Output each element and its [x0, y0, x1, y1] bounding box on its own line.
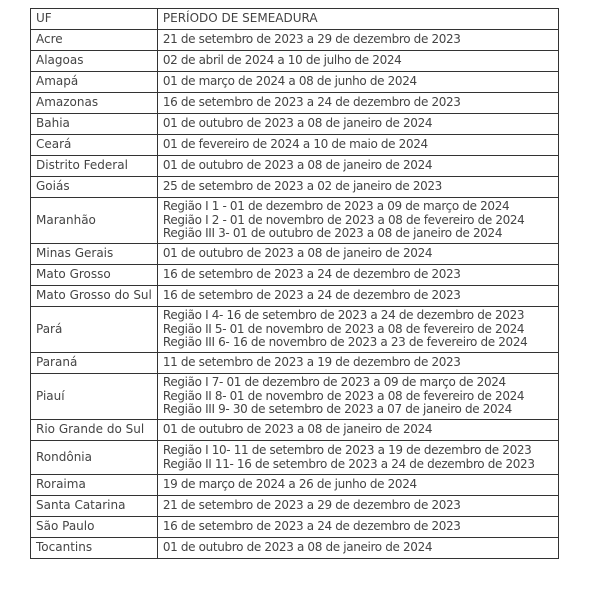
- table-body: [31, 9, 559, 559]
- periodo-line: 01 de outubro de 2023 a 08 de janeiro de 2024: [162, 158, 433, 173]
- table-row: [31, 286, 559, 307]
- table-row: [31, 496, 559, 517]
- periodo-line: 16 de setembro de 2023 a 24 de dezembro de 2023: [162, 95, 461, 110]
- periodo-cell: [157, 538, 558, 559]
- table-row: [31, 265, 559, 286]
- periodo-cell: [157, 177, 558, 198]
- uf-cell: Roraima: [31, 475, 158, 496]
- periodo-line: Região I 4- 16 de setembro de 2023 a 24 de dezembro de 2023: [162, 308, 525, 323]
- periodo-cell: [157, 30, 558, 51]
- periodo-cell: [157, 441, 558, 475]
- periodo-cell: [157, 286, 558, 307]
- uf-cell: Bahia: [31, 114, 158, 135]
- header-uf: UF: [31, 9, 158, 30]
- periodo-cell: [157, 244, 558, 265]
- uf-cell: Minas Gerais: [31, 244, 158, 265]
- periodo-cell: [157, 496, 558, 517]
- table-header-row: [31, 9, 559, 30]
- periodo-cell: [157, 265, 558, 286]
- table-row: [31, 441, 559, 475]
- table-row: [31, 135, 559, 156]
- periodo-line: 11 de setembro de 2023 a 19 de dezembro de 2023: [162, 355, 461, 370]
- uf-cell: Pará: [31, 307, 158, 353]
- uf-cell: Distrito Federal: [31, 156, 158, 177]
- periodo-line: 01 de fevereiro de 2024 a 10 de maio de 2024: [162, 137, 428, 152]
- periodo-cell: [157, 198, 558, 244]
- uf-cell: Santa Catarina: [31, 496, 158, 517]
- periodo-cell: [157, 114, 558, 135]
- uf-cell: Rio Grande do Sul: [31, 420, 158, 441]
- uf-cell: Acre: [31, 30, 158, 51]
- table-row: [31, 420, 559, 441]
- uf-cell: Goiás: [31, 177, 158, 198]
- table-row: [31, 353, 559, 374]
- periodo-line: Região III 3- 01 de outubro de 2023 a 08 de janeiro de 2024: [162, 226, 503, 241]
- periodo-cell: [157, 135, 558, 156]
- uf-cell: São Paulo: [31, 517, 158, 538]
- table-row: [31, 114, 559, 135]
- periodo-cell: [157, 517, 558, 538]
- periodo-line: 19 de março de 2024 a 26 de junho de 2024: [162, 477, 417, 492]
- periodo-cell: [157, 420, 558, 441]
- table-row: [31, 156, 559, 177]
- periodo-cell: [157, 353, 558, 374]
- uf-cell: Mato Grosso: [31, 265, 158, 286]
- uf-cell: Amazonas: [31, 93, 158, 114]
- periodo-line: 01 de outubro de 2023 a 08 de janeiro de 2024: [162, 540, 433, 555]
- table-row: [31, 51, 559, 72]
- table-row: [31, 93, 559, 114]
- periodo-line: Região II 11- 16 de setembro de 2023 a 24 de dezembro de 2023: [162, 456, 535, 471]
- table-row: [31, 244, 559, 265]
- periodo-cell: [157, 72, 558, 93]
- periodo-line: 21 de setembro de 2023 a 29 de dezembro de 2023: [162, 32, 461, 47]
- periodo-line: Região III 9- 30 de setembro de 2023 a 07 de janeiro de 2024: [162, 402, 512, 417]
- table-row: [31, 177, 559, 198]
- table-row: [31, 374, 559, 420]
- periodo-line: Região II 8- 01 de novembro de 2023 a 08 de fevereiro de 2024: [162, 388, 525, 403]
- header-periodo: PERÍODO DE SEMEADURA: [157, 9, 558, 30]
- periodo-line: Região III 6- 16 de novembro de 2023 a 23 de fevereiro de 2024: [162, 335, 528, 350]
- periodo-line: 16 de setembro de 2023 a 24 de dezembro de 2023: [162, 288, 461, 303]
- table-row: [31, 475, 559, 496]
- sowing-period-table: [30, 8, 559, 559]
- uf-cell: Piauí: [31, 374, 158, 420]
- periodo-cell: [157, 156, 558, 177]
- uf-cell: Tocantins: [31, 538, 158, 559]
- uf-cell: Rondônia: [31, 441, 158, 475]
- periodo-line: Região I 10- 11 de setembro de 2023 a 19 de dezembro de 2023: [162, 443, 532, 457]
- uf-cell: Ceará: [31, 135, 158, 156]
- periodo-line: 16 de setembro de 2023 a 24 de dezembro de 2023: [162, 519, 461, 534]
- table-row: [31, 307, 559, 353]
- periodo-line: Região II 5- 01 de novembro de 2023 a 08 de fevereiro de 2024: [162, 321, 525, 336]
- table-row: [31, 198, 559, 244]
- table-row: [31, 517, 559, 538]
- table-row: [31, 30, 559, 51]
- periodo-line: 21 de setembro de 2023 a 29 de dezembro de 2023: [162, 498, 461, 513]
- table-row: [31, 538, 559, 559]
- periodo-line: 01 de março de 2024 a 08 de junho de 2024: [162, 74, 417, 89]
- periodo-line: 01 de outubro de 2023 a 08 de janeiro de 2024: [162, 422, 433, 437]
- uf-cell: Amapá: [31, 72, 158, 93]
- periodo-cell: [157, 51, 558, 72]
- table-row: [31, 72, 559, 93]
- uf-cell: Alagoas: [31, 51, 158, 72]
- periodo-line: 25 de setembro de 2023 a 02 de janeiro de 2023: [162, 179, 442, 194]
- periodo-line: 16 de setembro de 2023 a 24 de dezembro de 2023: [162, 267, 461, 282]
- periodo-line: Região I 1 - 01 de dezembro de 2023 a 09 de março de 2024: [162, 199, 510, 214]
- uf-cell: Paraná: [31, 353, 158, 374]
- periodo-cell: [157, 374, 558, 420]
- periodo-line: Região I 2 - 01 de novembro de 2023 a 08 de fevereiro de 2024: [162, 212, 525, 227]
- uf-cell: Maranhão: [31, 198, 158, 244]
- periodo-line: 01 de outubro de 2023 a 08 de janeiro de 2024: [162, 116, 433, 131]
- periodo-cell: [157, 93, 558, 114]
- periodo-line: 01 de outubro de 2023 a 08 de janeiro de 2024: [162, 246, 433, 261]
- periodo-line: Região I 7- 01 de dezembro de 2023 a 09 de março de 2024: [162, 375, 506, 390]
- uf-cell: Mato Grosso do Sul: [31, 286, 158, 307]
- periodo-line: 02 de abril de 2024 a 10 de julho de 2024: [162, 53, 402, 68]
- periodo-cell: [157, 475, 558, 496]
- periodo-cell: [157, 307, 558, 353]
